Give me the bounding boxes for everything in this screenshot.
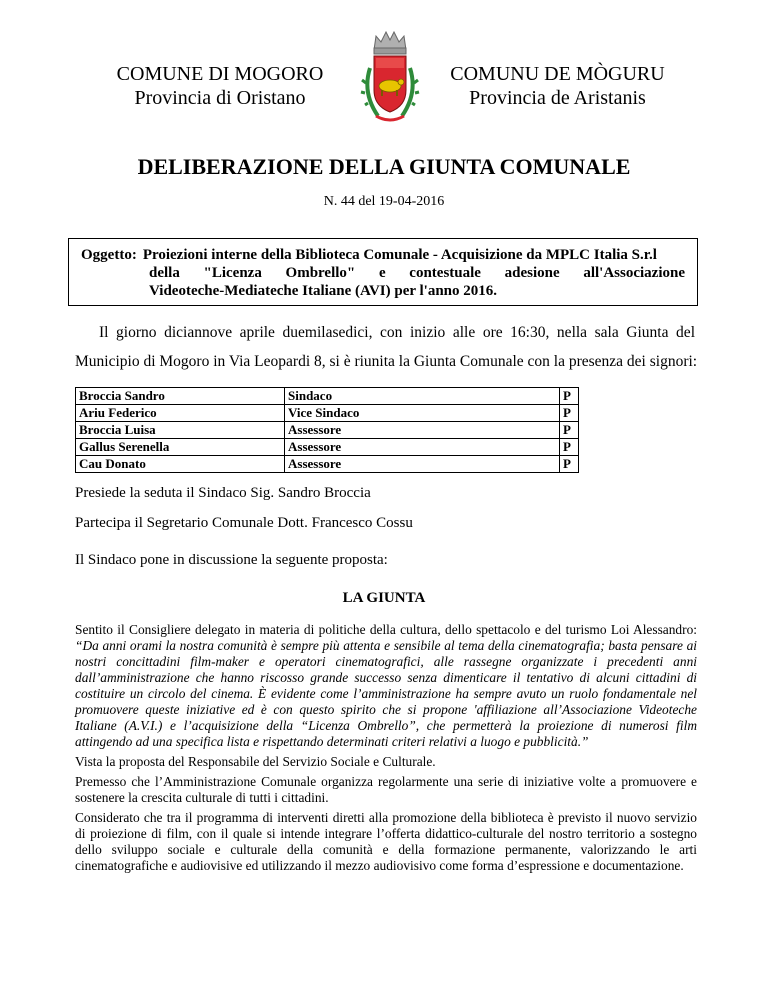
member-presence: P [560,388,579,405]
sentito-quote: “Da anni orami la nostra comunità è sempre più attenta e sensibile al tema della cinematografia; basta pensare ai nostri concittadini film-maker e operatori cinematografici, alle rassegne organizzate i precedenti anni dall’amministrazione che hanno riscosso grande successo senza dimenticare il tentativo di alcuni cittadini di costituire un circolo del cinema. È evidente come l’amministrazione ha sempre avuto un ruolo fondamentale nel promuovere queste iniziative ed è con questo spirito che si propone 'affiliazione all’Associazione Videoteche Italiane (A.V.I.) e l’acquisizione della “Licenza Ombrello”, che permetterà la proiezione di numerosi film attingendo ad una specifica lista e rispettando determinati criteri relativi a luogo e pubblicità.” [75,638,697,749]
intro-line-1: Il giorno diciannove aprile duemilasedici, con inizio alle ore 16:30, nella sala Giunta del [99,324,695,341]
header-left [95,62,345,110]
subject-line-2: della "Licenza Ombrello" e contestuale adesione all'Associazione [149,265,685,281]
municipality-name: COMUNE DI MOGORO [116,63,324,85]
member-row [76,405,579,422]
member-presence: P [560,422,579,439]
member-role: Assessore [285,422,560,439]
subject-box [68,238,698,306]
document-title: DELIBERAZIONE DELLA GIUNTA COMUNALE [137,154,631,179]
member-presence: P [560,439,579,456]
member-presence: P [560,405,579,422]
presiede-line: Presiede la seduta il Sindaco Sig. Sandro Broccia [75,485,371,501]
subject-line-3: Videoteche-Mediateche Italiane (AVI) per l'anno 2016. [149,283,498,299]
member-presence: P [560,456,579,473]
body-text [75,622,697,878]
sentito-paragraph [75,622,697,750]
member-role: Vice Sindaco [285,405,560,422]
member-name: Broccia Sandro [76,388,285,405]
considerato-paragraph: Considerato che tra il programma di interventi diretti alla promozione della biblioteca è previsto il nuovo servizio di proiezione di film, con il quale si intende integrare l’offerta didattico-culturale del nostro territorio a sostegno dello sviluppo sociale e culturale della comunità e della formazione permanente, valorizzando le arti cinematografiche e audiovisive ed utilizzando il mezzo audiovisivo come forma d’espressione e documentazione. [75,810,697,873]
municipality-name-sardinian: COMUNU DE MÒGURU [450,63,665,85]
subject-label: Oggetto: [81,247,137,263]
member-name: Ariu Federico [76,405,285,422]
section-heading: LA GIUNTA [342,590,426,606]
member-name: Cau Donato [76,456,285,473]
province-name-sardinian: Provincia de Aristanis [469,87,646,109]
proposta-line: Il Sindaco pone in discussione la seguente proposta: [75,552,388,568]
vista-paragraph: Vista la proposta del Responsabile del Servizio Sociale e Culturale. [75,754,436,769]
sentito-intro: Sentito il Consigliere delegato in materia di politiche della cultura, dello spettacolo e del turismo Loi Alessandro: [75,622,697,637]
member-row [76,456,579,473]
deliberation-number: N. 44 del 19-04-2016 [323,194,445,209]
member-role: Sindaco [285,388,560,405]
member-name: Gallus Serenella [76,439,285,456]
intro-paragraph [75,318,698,376]
partecipa-line: Partecipa il Segretario Comunale Dott. Francesco Cossu [75,515,413,531]
members-table [75,387,579,473]
header-right [425,62,690,110]
premesso-paragraph: Premesso che l’Amministrazione Comunale organizza regolarmente una serie di iniziative volte a promuovere e sostenere la crescita culturale di tutti i cittadini. [75,774,697,805]
member-name: Broccia Luisa [76,422,285,439]
member-role: Assessore [285,456,560,473]
member-row [76,388,579,405]
member-row [76,422,579,439]
subject-line-1: Proiezioni interne della Biblioteca Comunale - Acquisizione da MPLC Italia S.r.l [142,247,657,263]
member-row [76,439,579,456]
coat-of-arms-icon [360,28,420,128]
member-role: Assessore [285,439,560,456]
province-name: Provincia di Oristano [134,87,306,109]
intro-line-2: Municipio di Mogoro in Via Leopardi 8, si è riunita la Giunta Comunale con la presenza dei signori: [75,353,698,370]
